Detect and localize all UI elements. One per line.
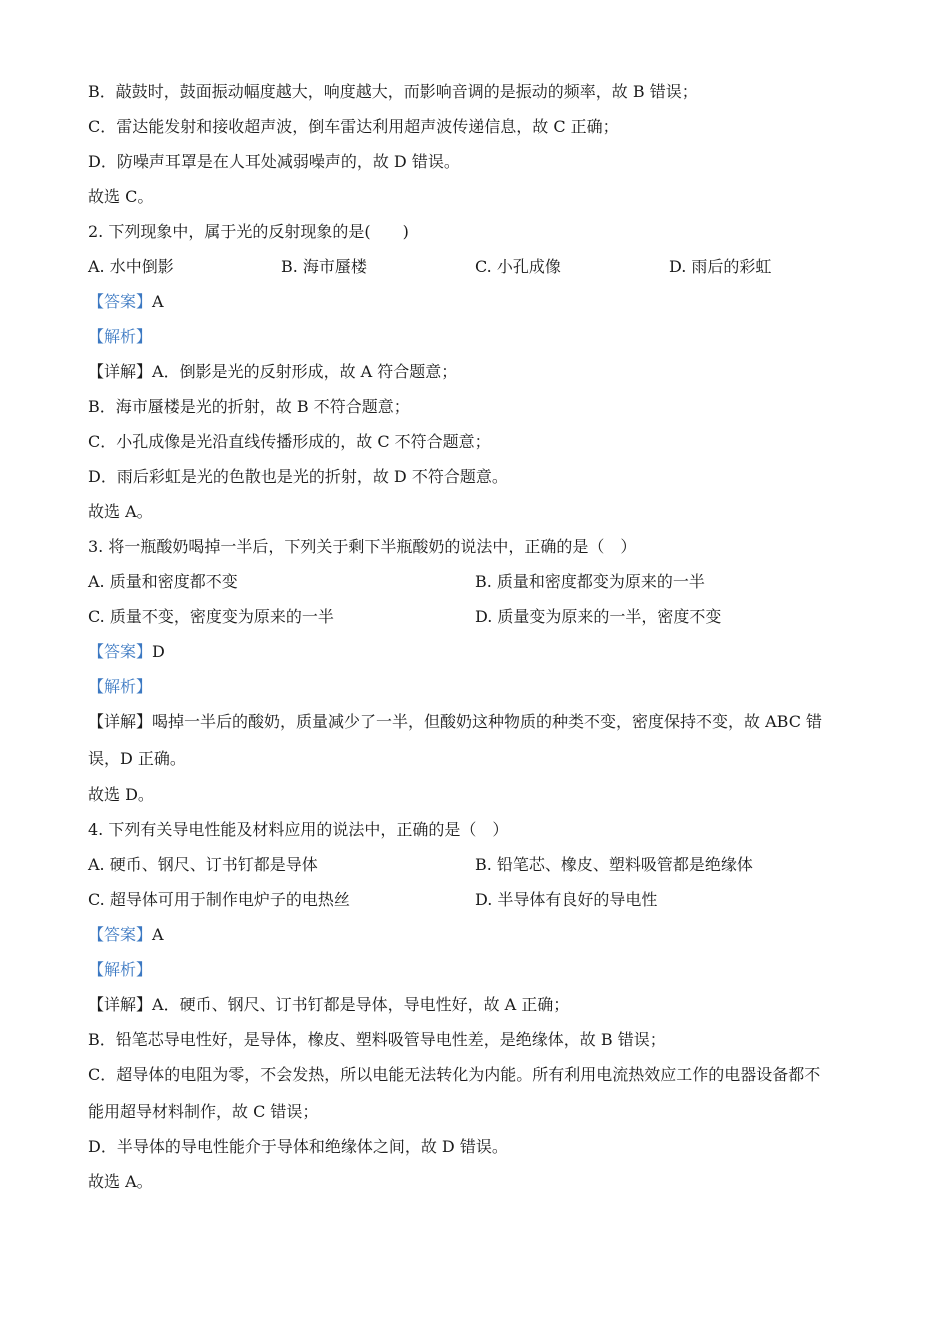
q4-answer-line [88,925,164,945]
q3-answer: D [152,642,165,661]
q4-answer: A [152,925,164,944]
q3-option-c: C. 质量不变，密度变为原来的一半 [88,607,334,626]
q2-answer: A [152,292,164,311]
q3-option-b: B. 质量和密度都变为原来的一半 [475,572,705,591]
detail-tag: 【详解】 [88,712,153,731]
analysis-tag: 【解析】 [88,327,153,346]
q2-analysis-tag [88,327,152,347]
detail-tag: 【详解】 [88,362,153,381]
q2-option-c: C. 小孔成像 [475,257,561,276]
q4-detail-a-text: A．硬币、钢尺、订书钉都是导体，导电性好，故 A 正确； [152,995,570,1014]
prev-option-c-explanation: C．雷达能发射和接收超声波，倒车雷达利用超声波传递信息，故 C 正确； [88,117,619,136]
q2-detail-d: D．雨后彩虹是光的色散也是光的折射，故 D 不符合题意。 [88,467,508,486]
q4-option-b: B. 铅笔芯、橡皮、塑料吸管都是绝缘体 [475,855,753,874]
q3-option-a: A. 质量和密度都不变 [88,572,238,591]
q2-detail-b: B．海市蜃楼是光的折射，故 B 不符合题意； [88,397,410,416]
q4-detail-c-line-1: C．超导体的电阻为零，不会发热，所以电能无法转化为内能。所有利用电流热效应工作的电器设备都不 [88,1065,821,1084]
q4-detail-a [88,995,569,1015]
q4-option-c: C. 超导体可用于制作电炉子的电热丝 [88,890,350,909]
q2-stem: 2. 下列现象中，属于光的反射现象的是( ) [88,222,409,241]
answer-tag: 【答案】 [88,925,153,944]
q2-conclusion: 故选 A。 [88,502,153,521]
q2-detail-a [88,362,457,382]
q4-analysis-tag [88,960,152,980]
q4-detail-d: D．半导体的导电性能介于导体和绝缘体之间，故 D 错误。 [88,1137,508,1156]
q2-detail-c: C．小孔成像是光沿直线传播形成的，故 C 不符合题意； [88,432,491,451]
q3-analysis-tag [88,677,152,697]
q2-option-a: A. 水中倒影 [88,257,174,276]
q3-detail-line-2: 误，D 正确。 [88,749,186,768]
q3-detail-line-1 [88,712,822,732]
q2-detail-a-text: A．倒影是光的反射形成，故 A 符合题意； [152,362,458,381]
q4-conclusion: 故选 A。 [88,1172,153,1191]
q4-option-a: A. 硬币、钢尺、订书钉都是导体 [88,855,318,874]
prev-option-b-explanation: B．敲鼓时，鼓面振动幅度越大，响度越大，而影响音调的是振动的频率，故 B 错误； [88,82,698,101]
q3-stem: 3. 将一瓶酸奶喝掉一半后，下列关于剩下半瓶酸奶的说法中，正确的是（ ） [88,537,637,556]
q3-answer-line [88,642,165,662]
prev-option-d-explanation: D．防噪声耳罩是在人耳处减弱噪声的，故 D 错误。 [88,152,460,171]
q2-option-b: B. 海市蜃楼 [281,257,367,276]
q2-option-d: D. 雨后的彩虹 [669,257,772,276]
q4-detail-b: B．铅笔芯导电性好，是导体，橡皮、塑料吸管导电性差，是绝缘体，故 B 错误； [88,1030,666,1049]
q2-answer-line [88,292,164,312]
q4-detail-c-line-2: 能用超导材料制作，故 C 错误； [88,1102,319,1121]
prev-conclusion: 故选 C。 [88,187,154,206]
q3-detail-text-1: 喝掉一半后的酸奶，质量减少了一半，但酸奶这种物质的种类不变，密度保持不变，故 ABC 错 [152,712,823,731]
detail-tag: 【详解】 [88,995,153,1014]
answer-tag: 【答案】 [88,642,153,661]
answer-tag: 【答案】 [88,292,153,311]
q4-stem: 4. 下列有关导电性能及材料应用的说法中，正确的是（ ） [88,820,509,839]
q4-option-d: D. 半导体有良好的导电性 [475,890,658,909]
q3-option-d: D. 质量变为原来的一半，密度不变 [475,607,722,626]
analysis-tag: 【解析】 [88,960,153,979]
q3-conclusion: 故选 D。 [88,785,154,804]
analysis-tag: 【解析】 [88,677,153,696]
